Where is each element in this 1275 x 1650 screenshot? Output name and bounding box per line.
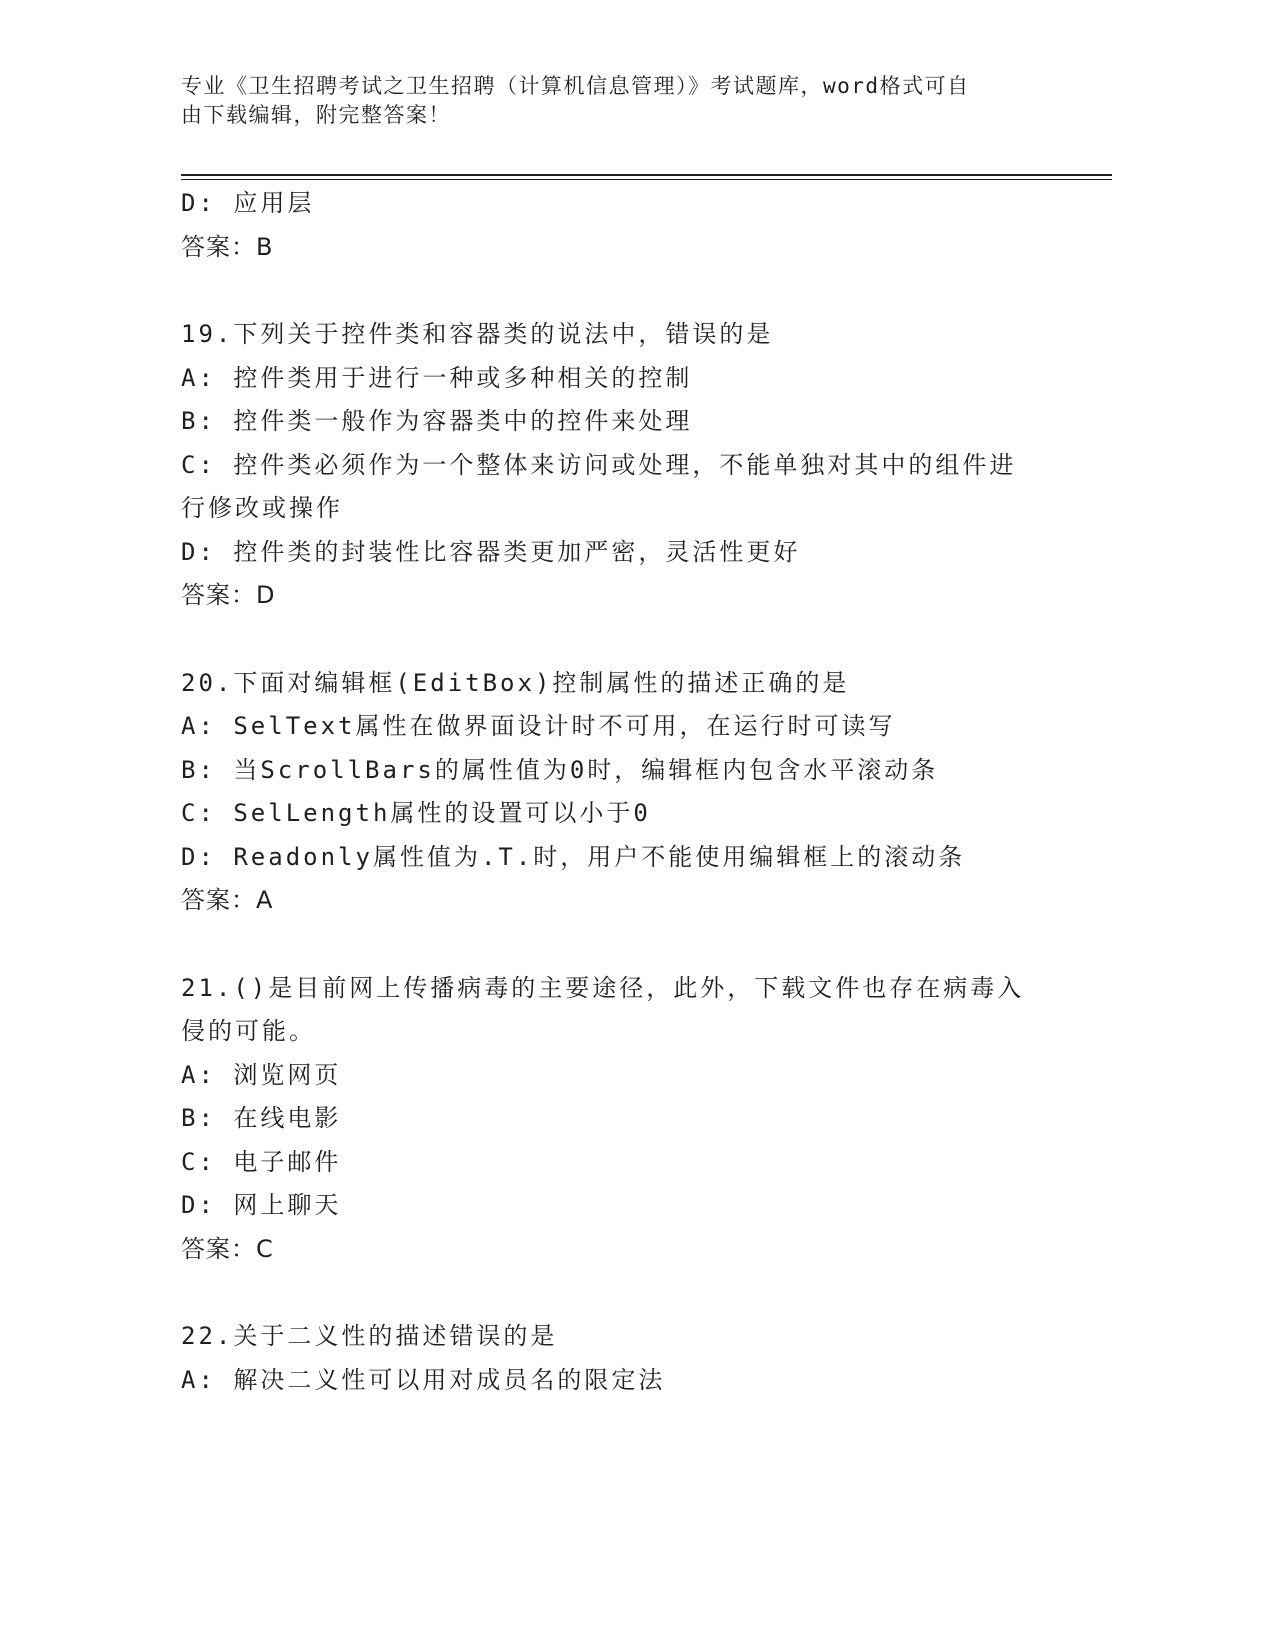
question-title-continued: 侵的可能。 — [181, 1017, 316, 1045]
option-a: A: 浏览网页 — [181, 1060, 342, 1089]
question-gap — [181, 624, 1081, 668]
question-content — [181, 188, 1081, 1408]
question-gap — [181, 275, 1081, 319]
question-gap — [181, 1277, 1081, 1321]
page-header — [181, 72, 1061, 130]
question-title: 22.关于二义性的描述错误的是 — [181, 1322, 558, 1350]
option-d: D: 控件类的封装性比容器类更加严密，灵活性更好 — [181, 537, 801, 566]
option-a: A: SelText属性在做界面设计时不可用，在运行时可读写 — [181, 712, 896, 740]
option-d: D: 应用层 — [181, 189, 315, 217]
option-a: A: 控件类用于进行一种或多种相关的控制 — [181, 363, 693, 392]
question-title: 20.下面对编辑框(EditBox)控制属性的描述正确的是 — [181, 668, 850, 697]
header-line-1: 专业《卫生招聘考试之卫生招聘（计算机信息管理）》考试题库，word格式可自 — [181, 74, 970, 98]
question-title: 19.下列关于控件类和容器类的说法中，错误的是 — [181, 320, 774, 348]
option-b: B: 控件类一般作为容器类中的控件来处理 — [181, 407, 693, 435]
answer-line: 答案：B — [181, 232, 274, 261]
option-d: D: 网上聊天 — [181, 1191, 342, 1219]
option-c: C: 控件类必须作为一个整体来访问或处理，不能单独对其中的组件进 — [181, 450, 1017, 479]
question-title: 21.()是目前网上传播病毒的主要途径，此外，下载文件也存在病毒入 — [181, 973, 1025, 1002]
option-a: A: 解决二义性可以用对成员名的限定法 — [181, 1365, 666, 1394]
question-gap — [181, 929, 1081, 973]
header-divider — [181, 174, 1112, 180]
option-b: B: 在线电影 — [181, 1104, 342, 1132]
answer-line: 答案：D — [181, 581, 276, 609]
answer-line: 答案：C — [181, 1234, 274, 1263]
answer-line: 答案：A — [181, 886, 274, 914]
option-b: B: 当ScrollBars的属性值为0时，编辑框内包含水平滚动条 — [181, 755, 939, 784]
option-d: D: Readonly属性值为.T.时，用户不能使用编辑框上的滚动条 — [181, 842, 966, 871]
option-c: C: 电子邮件 — [181, 1147, 342, 1176]
header-line-2: 由下载编辑，附完整答案！ — [181, 103, 451, 127]
option-c-continued: 行修改或操作 — [181, 494, 343, 522]
option-c: C: SelLength属性的设置可以小于0 — [181, 799, 651, 827]
